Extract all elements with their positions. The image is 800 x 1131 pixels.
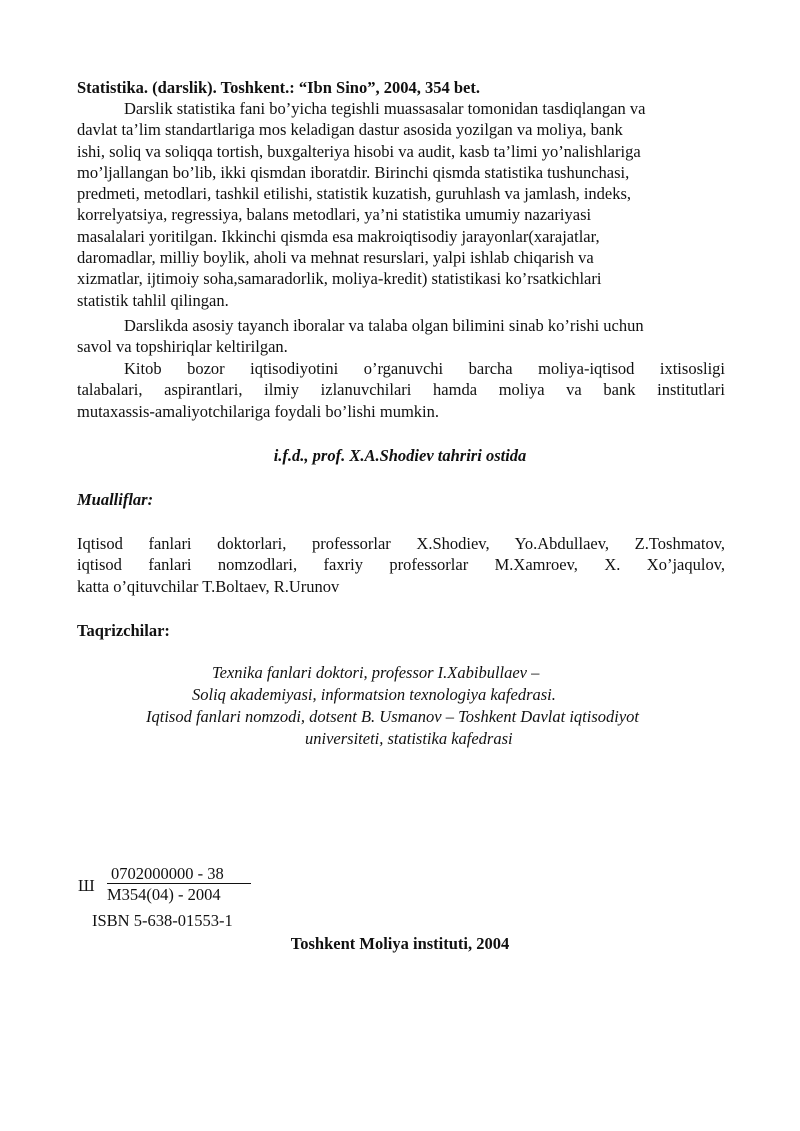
authors-list — [77, 533, 725, 597]
reviewer-line: Iqtisod fanlari nomzodi, dotsent B. Usmanov – Toshkent Davlat iqtisodiyot — [146, 707, 640, 726]
reviewers-heading-text: Taqrizchilar: — [77, 621, 170, 640]
abstract-paragraph-1 — [77, 98, 725, 311]
reviewer-line: Texnika fanlari doktori, professor I.Xabibullaev – — [212, 663, 540, 682]
text-line: Kitob bozor iqtisodiyotini o’rganuvchi barcha moliya-iqtisod ixtisosligi — [124, 359, 725, 378]
fraction-line — [107, 883, 251, 884]
text-line: Darslik statistika fani bo’yicha tegishli muassasalar tomonidan tasdiqlangan va — [124, 99, 646, 118]
publisher-line: Toshkent Moliya instituti, 2004 — [290, 934, 510, 953]
isbn-number: ISBN 5-638-01553-1 — [92, 911, 233, 930]
abstract-paragraph-3 — [77, 358, 725, 422]
reviewer-line: Soliq akademiyasi, informatsion texnologiya kafedrasi. — [192, 685, 556, 704]
text-line: Darslikda asosiy tayanch iboralar va talaba olgan bilimini sinab ko’rishi uchun — [124, 316, 644, 335]
text-line: mutaxassis-amaliyotchilariga foydali bo’lishi mumkin. — [77, 401, 440, 421]
author-line: Iqtisod fanlari doktorlari, professorlar X.Shodiev, Yo.Abdullaev, Z.Toshmatov, — [77, 534, 725, 553]
text-line: davlat ta’lim standartlariga mos keladigan dastur asosida yozilgan va moliya, bank — [77, 120, 623, 140]
authors-heading-text: Mualliflar: — [77, 490, 154, 509]
text-line: ishi, soliq va soliqqa tortish, buxgalteriya hisobi va audit, kasb ta’limi yo’nalishlariga — [77, 141, 641, 161]
text-line: statistik tahlil qilingan. — [77, 290, 229, 310]
reviewer-line: universiteti, statistika kafedrasi — [305, 729, 513, 748]
text-line: savol va topshiriqlar keltirilgan. — [77, 337, 288, 357]
book-title: Statistika. (darslik). Toshkent.: “Ibn Sino”, 2004, 354 bet. — [77, 78, 480, 97]
text-line: masalalari yoritilgan. Ikkinchi qismda esa makroiqtisodiy jarayonlar(xarajatlar, — [77, 226, 600, 246]
abstract-paragraph-2 — [77, 315, 725, 358]
text-line: daromadlar, milliy boylik, aholi va mehnat resurslari, yalpi ishlab chiqarish va — [77, 248, 594, 268]
author-line: katta o’qituvchilar T.Boltaev, R.Urunov — [77, 576, 340, 596]
text-line: predmeti, metodlari, tashkil etilishi, statistik kuzatish, guruhlash va jamlash, indeks, — [77, 184, 632, 204]
text-line: talabalari, aspirantlari, ilmiy izlanuvchilari hamda moliya va bank institutlari — [77, 380, 725, 400]
reviewers-heading — [77, 620, 725, 641]
book-title-line — [77, 77, 725, 98]
author-line: iqtisod fanlari nomzodlari, faxriy professorlar M.Xamroev, X. Xo’jaqulov, — [77, 555, 725, 575]
editor-line: i.f.d., prof. X.A.Shodiev tahriri ostida — [273, 446, 527, 465]
text-line: mo’ljallangan bo’lib, ikki qismdan iboratdir. Birinchi qismda statistika tushunchasi, — [77, 162, 630, 182]
text-line: korrelyatsiya, regressiya, balans metodlari, ya’ni statistika umumiy nazariyasi — [77, 205, 592, 225]
text-line: xizmatlar, ijtimoiy soha,samaradorlik, moliya-kredit) statistikasi ko’rsatkichlari — [77, 269, 602, 289]
catalog-letter: Ш — [78, 876, 95, 895]
catalog-numerator: 0702000000 - 38 — [111, 864, 224, 883]
catalog-denominator: М354(04) - 2004 — [107, 885, 221, 904]
authors-heading — [77, 489, 725, 510]
